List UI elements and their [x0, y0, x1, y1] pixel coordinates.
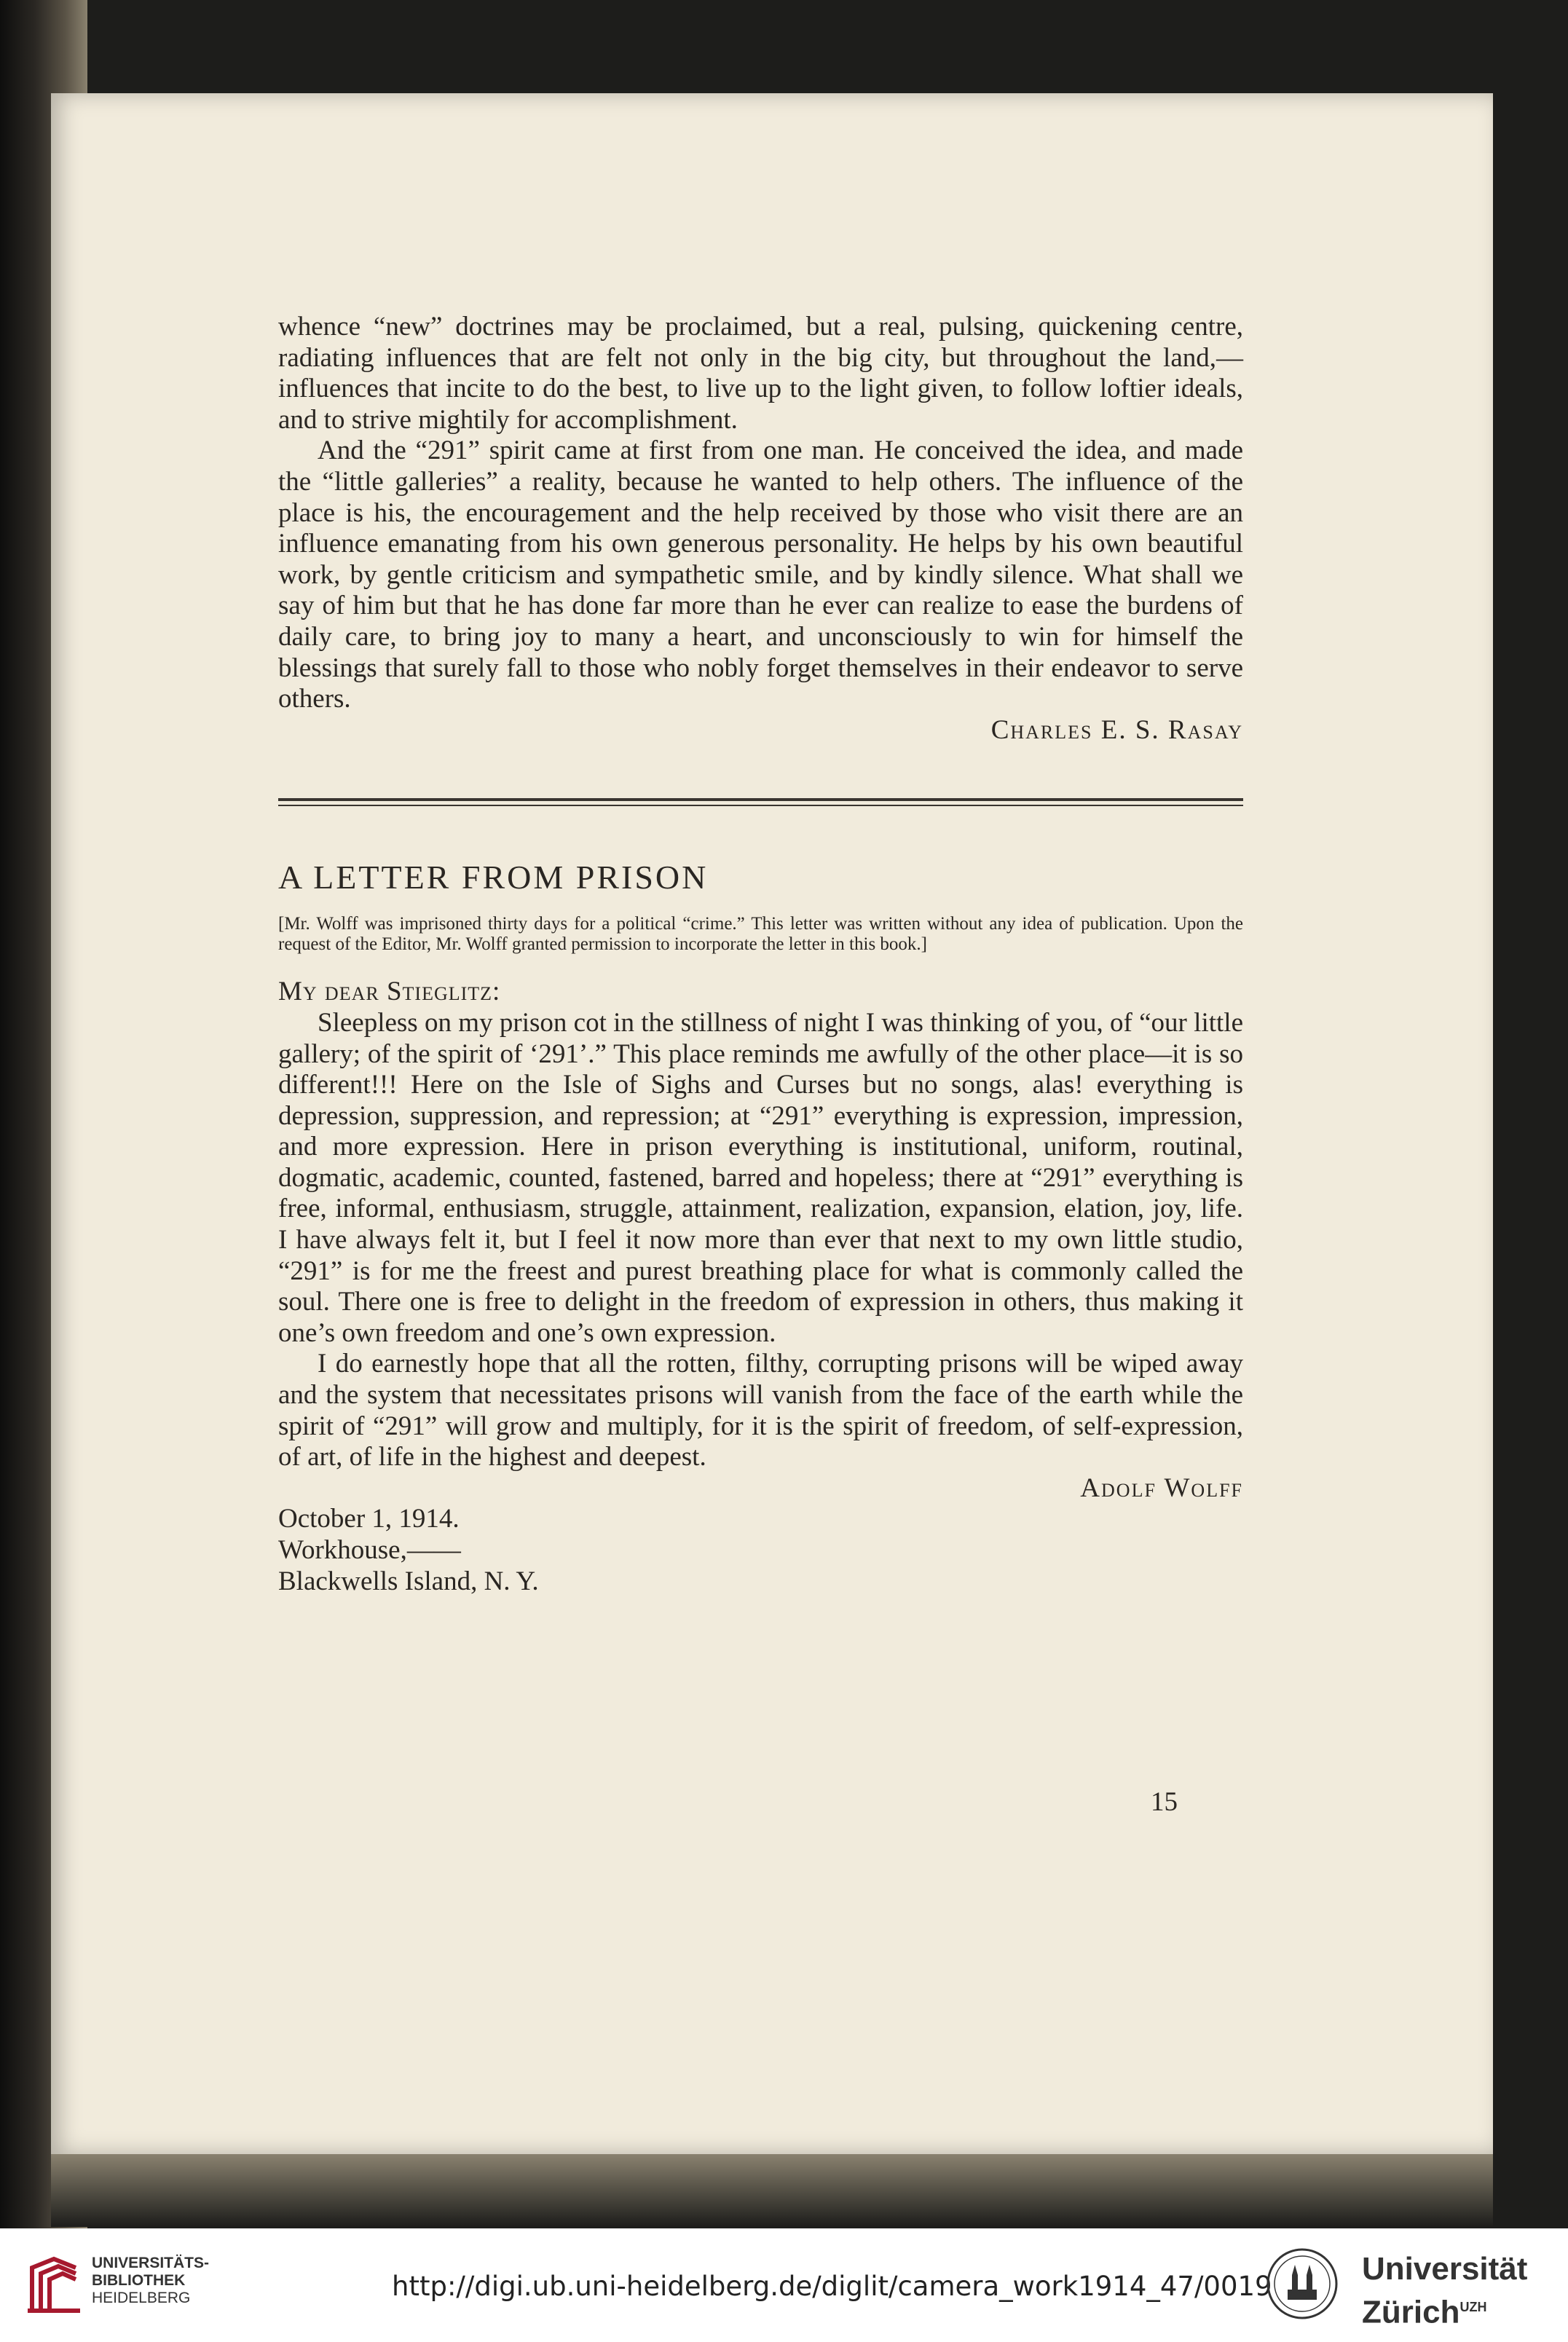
uzh-line-1: Universität: [1362, 2251, 1528, 2287]
page-content: [278, 312, 1243, 1597]
ub-heidelberg-name: [92, 2255, 209, 2307]
uzh-name: [1362, 2250, 1527, 2332]
editor-note: [Mr. Wolff was imprisoned thirty days for a political “crime.” This letter was written without any idea of publication. Upon the request of the Editor, Mr. Wolff granted permission to incorporate the letter in this book.]: [278, 914, 1243, 955]
uzh-superscript: UZH: [1459, 2300, 1487, 2314]
ub-line-3: HEIDELBERG: [92, 2290, 191, 2306]
uzh-line-2: [1362, 2288, 1527, 2332]
ub-line-2: BIBLIOTHEK: [92, 2272, 186, 2289]
paragraph-2: And the “291” spirit came at first from one man. He conceived the idea, and made the “little galleries” a reality, because he wanted to help others. The influence of the place is his, the encouragement and the help received by those who visit there are an influence emanating from his own generous personality. He helps by his own beautiful work, by gentle criticism and sympathetic smile, and by kindly silence. What shall we say of him but that he has done far more than he ever can realize to ease the burdens of daily care, to bring joy to many a heart, and unconsciously to win for himself the blessings that surely fall to those who nobly forget themselves in their endeavor to serve others.: [278, 435, 1243, 714]
viewer-footer: [0, 2228, 1568, 2342]
signature-rasay: Charles E. S. Rasay: [990, 714, 1243, 745]
letter-salutation: My dear Stieglitz:: [278, 977, 501, 1007]
signature-wolff: Adolf Wolff: [1080, 1472, 1243, 1503]
ub-line-1: UNIVERSITÄTS-: [92, 2255, 210, 2271]
ub-heidelberg-logo-icon: [25, 2253, 83, 2317]
page-number: 15: [1151, 1787, 1178, 1817]
letter-paragraph-1: Sleepless on my prison cot in the stillness of night I was thinking of you, of “our little gallery; of the spirit of ‘291’.” This place reminds me awfully of the other place—it is so different!!! Here on the Isle of Sighs and Curses but no songs, alas! everything is depression, suppression, and repression; at “291” everything is expression, impression, and more expression. Here in prison everything is institutional, uniform, routinal, dogmatic, academic, counted, fastened, barred and hopeless; there at “291” everything is free, informal, enthusiasm, struggle, attainment, realization, expansion, elation, joy, life. I have always felt it, but I feel it now more than ever that next to my own little studio, “291” is for me the freest and purest breathing place for what is commonly called the soul. There one is free to delight in the freedom of expression in others, thus making it one’s own freedom and one’s own expression.: [278, 1007, 1243, 1348]
section-heading: A LETTER FROM PRISON: [278, 859, 709, 896]
scanned-page: [51, 93, 1493, 2154]
page-bottom-shadow: [51, 2154, 1493, 2227]
letter-date: October 1, 1914.: [278, 1504, 460, 1534]
letter-place-2: Blackwells Island, N. Y.: [278, 1566, 539, 1596]
uzh-zurich: Zürich: [1362, 2294, 1460, 2330]
section-divider: [278, 798, 1243, 806]
letter-paragraph-2: I do earnestly hope that all the rotten, filthy, corrupting prisons will be wiped away and the system that necessitates prisons will vanish from the face of the earth while the spirit of “291” will grow and multiply, for it is the spirit of freedom, of self-expression, of art, of life in the highest and deepest.: [278, 1349, 1243, 1472]
permalink-url[interactable]: http://digi.ub.uni-heidelberg.de/diglit/camera_work1914_47/0019: [392, 2271, 1272, 2302]
uzh-seal-icon: [1266, 2247, 1339, 2320]
letter-place-1: Workhouse,——: [278, 1535, 461, 1565]
paragraph-1: whence “new” doctrines may be proclaimed, but a real, pulsing, quickening centre, radiating influences that are felt not only in the big city, but throughout the land,—influences that incite to do the best, to live up to the light given, to follow loftier ideals, and to strive mightily for accomplishment.: [278, 312, 1243, 435]
